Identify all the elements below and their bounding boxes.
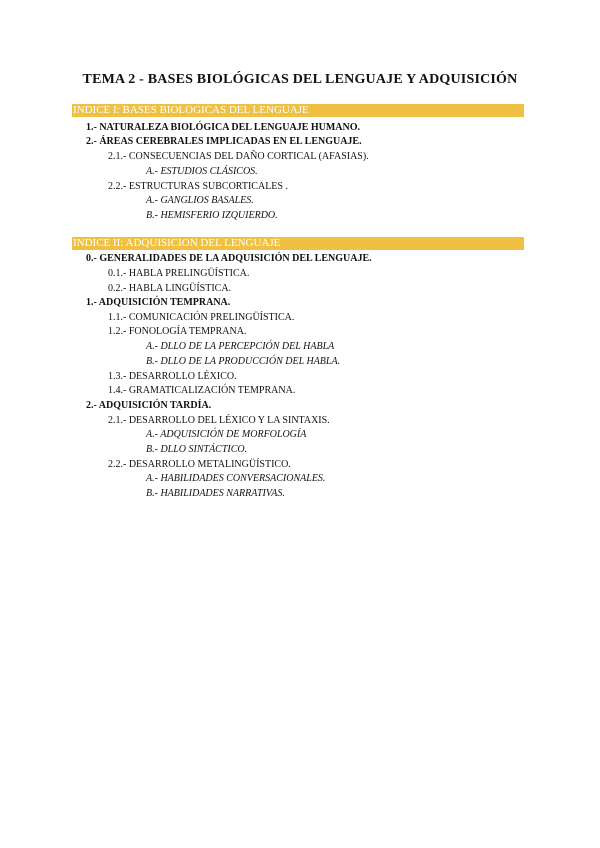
- outline-item: A.- HABILIDADES CONVERSACIONALES.: [146, 473, 326, 484]
- outline-item: 2.- ADQUISICIÓN TARDÍA.: [86, 400, 212, 411]
- outline-item: A.- ADQUISICIÓN DE MORFOLOGÍA: [146, 429, 307, 440]
- outline-item: 2.1.- CONSECUENCIAS DEL DAÑO CORTICAL (AFASIAS).: [108, 151, 369, 162]
- outline-item: 2.1.- DESARROLLO DEL LÉXICO Y LA SINTAXIS.: [108, 415, 330, 426]
- outline-item: 2.- ÁREAS CEREBRALES IMPLICADAS EN EL LENGUAJE.: [86, 136, 362, 147]
- outline-item: 1.4.- GRAMATICALIZACIÓN TEMPRANA.: [108, 385, 296, 396]
- section-header-adquisicion: INDICE II: ADQUISICION DEL LENGUAJE: [72, 237, 524, 250]
- outline-item: B.- HABILIDADES NARRATIVAS.: [146, 488, 285, 499]
- outline-item: 0.- GENERALIDADES DE LA ADQUISICIÓN DEL LENGUAJE.: [86, 253, 372, 264]
- outline-item: 1.1.- COMUNICACIÓN PRELINGÜÍSTICA.: [108, 312, 295, 323]
- outline-item: A.- GANGLIOS BASALES.: [146, 195, 254, 206]
- outline-item: 1.2.- FONOLOGÍA TEMPRANA.: [108, 326, 247, 337]
- outline-item: B.- DLLO DE LA PRODUCCIÓN DEL HABLA.: [146, 356, 341, 367]
- document-title: TEMA 2 - BASES BIOLÓGICAS DEL LENGUAJE Y ADQUISICIÓN: [82, 72, 518, 87]
- outline-item: B.- HEMISFERIO IZQUIERDO.: [146, 210, 278, 221]
- outline-item: A.- ESTUDIOS CLÁSICOS.: [146, 166, 258, 177]
- outline-item: 1.- NATURALEZA BIOLÓGICA DEL LENGUAJE HUMANO.: [86, 122, 361, 133]
- section-header-bases: INDICE I: BASES BIOLOGICAS DEL LENGUAJE: [72, 104, 524, 117]
- outline-item: 2.2.- DESARROLLO METALINGÜÍSTICO.: [108, 459, 291, 470]
- outline-item: 0.2.- HABLA LINGÜÍSTICA.: [108, 283, 232, 294]
- outline-item: 1.- ADQUISICIÓN TEMPRANA.: [86, 297, 231, 308]
- outline-item: 2.2.- ESTRUCTURAS SUBCORTICALES .: [108, 181, 288, 192]
- outline-item: A.- DLLO DE LA PERCEPCIÓN DEL HABLA: [146, 341, 335, 352]
- outline-item: B.- DLLO SINTÁCTICO.: [146, 444, 248, 455]
- outline-item: 1.3.- DESARROLLO LÉXICO.: [108, 371, 237, 382]
- outline-item: 0.1.- HABLA PRELINGÜÍSTICA.: [108, 268, 250, 279]
